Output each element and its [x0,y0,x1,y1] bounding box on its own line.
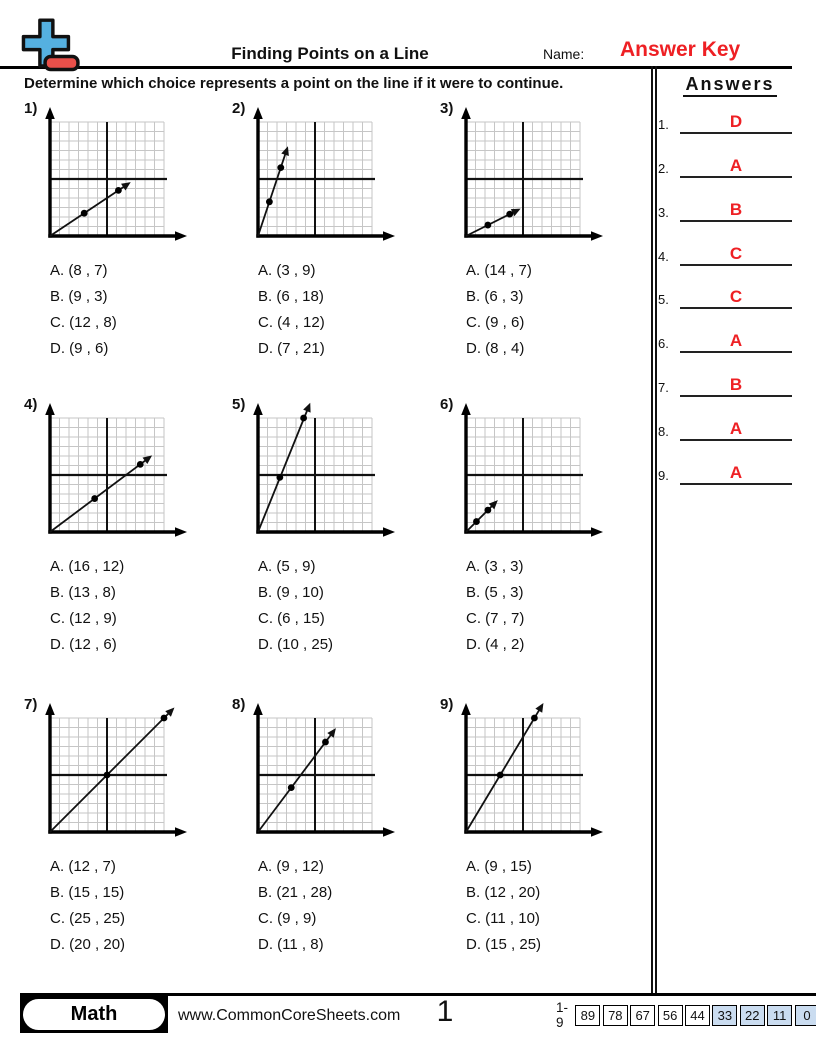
choices-list [258,854,436,958]
answer-letter: B [729,375,743,395]
choice-option: B. (21 , 28) [258,884,333,901]
choice-option: A. (3 , 3) [466,558,524,575]
score-strip [556,1000,816,1030]
choice-option: D. (7 , 21) [258,340,325,357]
answer-blank-line [680,395,792,397]
commoncoresheets-plus-minus-logo-icon [20,16,84,78]
choices-list [466,854,644,958]
score-cell: 67 [630,1005,655,1026]
answers-panel-divider [651,66,657,994]
header-rule [0,66,792,69]
answers-title-text: Answers [683,74,776,97]
choice-option: A. (8 , 7) [50,262,108,279]
choice-option: B. (13 , 8) [50,584,116,601]
choice-option: B. (9 , 10) [258,584,324,601]
answer-letter: A [729,331,743,351]
answer-entry [658,447,800,491]
score-cell: 11 [767,1005,792,1026]
answer-letter: A [729,155,743,175]
answer-blank-line [680,351,792,353]
answer-entry [658,315,800,359]
line-graph [244,700,404,850]
problem-number: 4) [24,396,38,413]
answer-entry [658,228,800,272]
score-cell: 22 [740,1005,765,1026]
choices-list [50,854,228,958]
answer-letter: C [729,287,743,307]
score-cells [575,1005,816,1026]
answer-number: 9. [658,468,669,484]
answer-letter: A [729,419,743,439]
page-number: 1 [436,995,454,1028]
choice-option: A. (3 , 9) [258,262,316,279]
choice-option: D. (10 , 25) [258,636,334,653]
choice-option: B. (15 , 15) [50,884,125,901]
choice-option: D. (8 , 4) [466,340,525,357]
line-graph [36,104,196,254]
answer-blank-line [680,307,792,309]
choice-option: A. (14 , 7) [466,262,532,279]
problem-number: 3) [440,100,454,117]
line-graph [36,400,196,550]
choice-option: D. (4 , 2) [466,636,525,653]
answer-letter: B [729,199,743,219]
answer-number: 2. [658,160,669,176]
answer-blank-line [680,176,792,178]
choice-option: D. (15 , 25) [466,936,542,953]
problem-number: 9) [440,696,454,713]
choice-option: C. (25 , 25) [50,910,126,927]
answer-blank-line [680,132,792,134]
subject-label: Math [23,999,165,1030]
choices-list [50,554,228,658]
choice-option: C. (12 , 9) [50,610,117,627]
choice-option: C. (9 , 9) [258,910,317,927]
answer-letter: A [729,463,743,483]
choice-option: B. (12 , 20) [466,884,541,901]
problem-cell [20,694,228,994]
score-cell: 33 [712,1005,737,1026]
answer-entry [658,184,800,228]
choice-option: A. (5 , 9) [258,558,316,575]
line-graph [452,104,612,254]
problem-cell [436,394,644,694]
problem-cell [228,694,436,994]
problem-cell [20,394,228,694]
choice-option: D. (12 , 6) [50,636,117,653]
answer-number: 3. [658,204,669,220]
choices-list [50,258,228,362]
problem-number: 1) [24,100,38,117]
line-graph [452,400,612,550]
subject-badge [20,996,168,1033]
page-title: Finding Points on a Line [231,44,429,63]
choices-list [466,258,644,362]
choice-option: A. (16 , 12) [50,558,125,575]
score-cell: 56 [658,1005,683,1026]
name-label: Name: [543,46,585,62]
line-graph [452,700,612,850]
choice-option: B. (6 , 3) [466,288,524,305]
line-graph [244,400,404,550]
answer-key-text: Answer Key [620,38,741,61]
choice-option: C. (6 , 15) [258,610,325,627]
choices-list [466,554,644,658]
problem-number: 8) [232,696,246,713]
answer-blank-line [680,220,792,222]
problem-cell [436,694,644,994]
answer-blank-line [680,264,792,266]
score-range-label: 1-9 [556,1000,569,1030]
choice-option: C. (11 , 10) [466,910,540,927]
answer-entry [658,403,800,447]
answer-number: 1. [658,116,669,132]
problems-grid [20,98,648,994]
problem-number: 7) [24,696,38,713]
choice-option: D. (9 , 6) [50,340,109,357]
problem-cell [228,394,436,694]
answer-blank-line [680,483,792,485]
problem-number: 5) [232,396,246,413]
instruction-text: Determine which choice represents a point on the line if it were to continue. [24,75,564,92]
line-graph [36,700,196,850]
answer-number: 8. [658,424,669,440]
choice-option: B. (6 , 18) [258,288,324,305]
choices-list [258,554,436,658]
line-graph [244,104,404,254]
choice-option: D. (11 , 8) [258,936,324,953]
problem-cell [20,98,228,394]
choice-option: A. (12 , 7) [50,858,116,875]
choice-option: B. (5 , 3) [466,584,524,601]
answer-blank-line [680,439,792,441]
answer-number: 5. [658,292,669,308]
choice-option: C. (4 , 12) [258,314,325,331]
answer-number: 4. [658,248,669,264]
answer-number: 7. [658,380,669,396]
score-cell: 0 [795,1005,816,1026]
choice-option: A. (9 , 15) [466,858,532,875]
problem-cell [436,98,644,394]
answer-entry [658,96,800,140]
answers-title [660,74,800,95]
choice-option: C. (7 , 7) [466,610,525,627]
answer-letter: C [729,243,743,263]
problem-cell [228,98,436,394]
score-cell: 78 [603,1005,628,1026]
answer-letter: D [729,111,743,131]
choice-option: A. (9 , 12) [258,858,324,875]
choice-option: C. (9 , 6) [466,314,525,331]
score-cell: 89 [575,1005,600,1026]
answers-list [658,96,800,491]
problem-number: 6) [440,396,454,413]
problem-number: 2) [232,100,246,117]
answer-entry [658,359,800,403]
answer-entry [658,140,800,184]
answer-entry [658,272,800,316]
answer-number: 6. [658,336,669,352]
score-cell: 44 [685,1005,710,1026]
choices-list [258,258,436,362]
choice-option: B. (9 , 3) [50,288,108,305]
website-url: www.CommonCoreSheets.com [178,1007,401,1024]
choice-option: D. (20 , 20) [50,936,126,953]
choice-option: C. (12 , 8) [50,314,117,331]
